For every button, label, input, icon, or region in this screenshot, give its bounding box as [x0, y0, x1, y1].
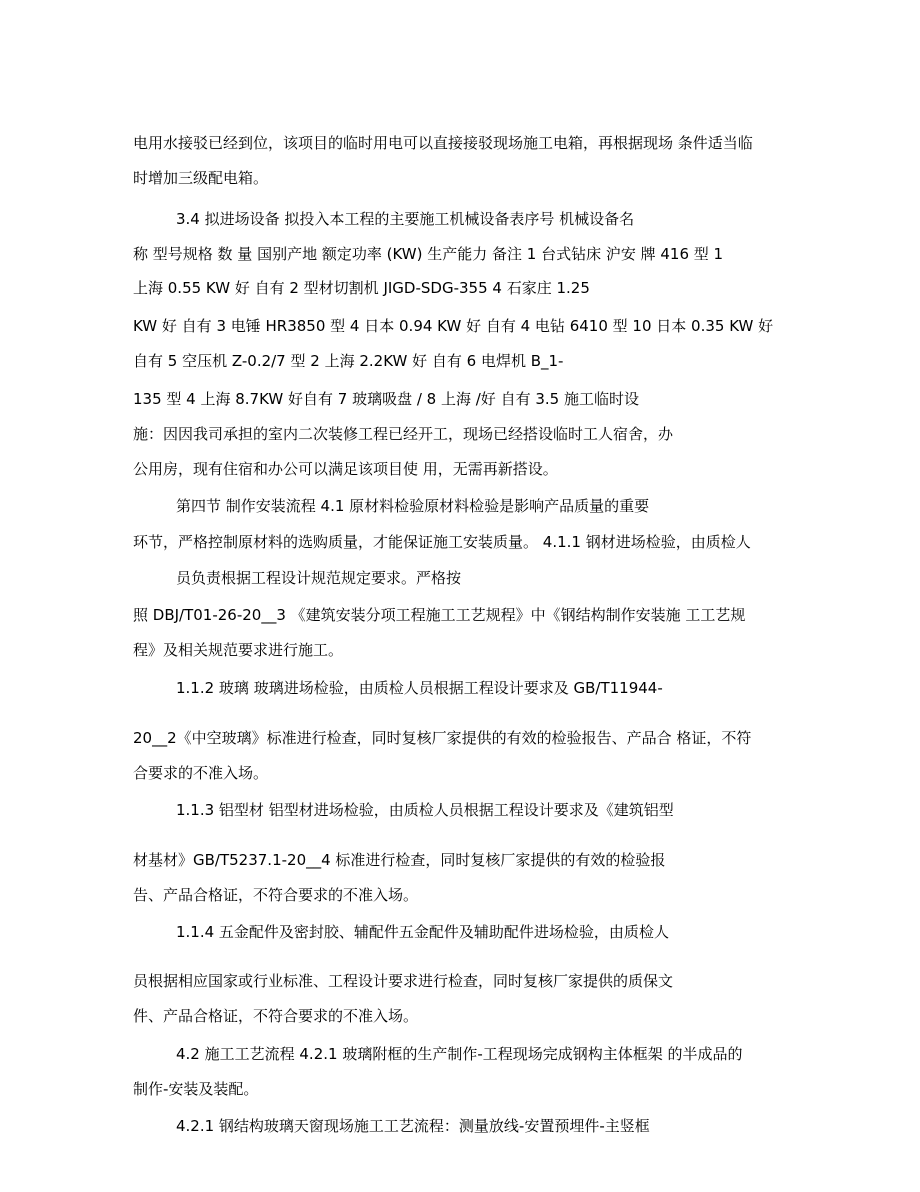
text-line: KW 好 自有 3 电锤 HR3850 型 4 日本 0.94 KW 好 自有 4 电钻 6410 型 10 日本 0.35 KW 好 — [133, 317, 774, 335]
text-line: 材基材》GB/T5237.1-20__4 标准进行检查，同时复核厂家提供的有效的检验报 — [133, 851, 666, 869]
section-heading-4-2: 4.2 施工工艺流程 4.2.1 玻璃附框的生产制作-工程现场完成钢构主体框架 的半成品的 — [176, 1045, 743, 1063]
text-line: 告、产品合格证，不符合要求的不准入场。 — [133, 886, 419, 904]
text-line: 合要求的不准入场。 — [133, 764, 269, 782]
text-line: 员负责根据工程设计规范规定要求。严格按 — [176, 569, 462, 587]
section-heading-3-4: 3.4 拟进场设备 拟投入本工程的主要施工机械设备表序号 机械设备名 — [176, 210, 635, 228]
text-line: 制作-安装及装配。 — [133, 1080, 259, 1098]
text-line: 施：因因我司承担的室内二次装修工程已经开工，现场已经搭设临时工人宿舍，办 — [133, 425, 674, 443]
text-line: 电用水接驳已经到位，该项目的临时用电可以直接接驳现场施工电箱，再根据现场 条件适当临 — [133, 134, 753, 152]
text-line: 照 DBJ/T01-26-20__3 《建筑安装分项工程施工工艺规程》中《钢结构制作安装施 工工艺规 — [133, 606, 746, 624]
text-line: 135 型 4 上海 8.7KW 好自有 7 玻璃吸盘 / 8 上海 /好 自有 3.5 施工临时设 — [133, 390, 639, 408]
text-line: 20__2《中空玻璃》标准进行检查，同时复核厂家提供的有效的检验报告、产品合 格证，不符 — [133, 729, 752, 747]
text-line: 称 型号规格 数 量 国别产地 额定功率 (KW) 生产能力 备注 1 台式钻床 沪安 牌 416 型 1 — [133, 245, 724, 263]
text-line: 程》及相关规范要求进行施工。 — [133, 641, 344, 659]
section-heading-4-2-1: 4.2.1 钢结构玻璃天窗现场施工工艺流程：测量放线-安置预埋件-主竖框 — [176, 1117, 650, 1135]
section-heading-1-1-3: 1.1.3 铝型材 铝型材进场检验，由质检人员根据工程设计要求及《建筑铝型 — [176, 801, 674, 819]
section-heading-1-1-4: 1.1.4 五金配件及密封胶、辅配件五金配件及辅助配件进场检验，由质检人 — [176, 923, 669, 941]
text-line: 自有 5 空压机 Z-0.2/7 型 2 上海 2.2KW 好 自有 6 电焊机 B_1- — [133, 352, 564, 370]
section-heading-4: 第四节 制作安装流程 4.1 原材料检验原材料检验是影响产品质量的重要 — [176, 497, 650, 515]
text-line: 时增加三级配电箱。 — [133, 169, 269, 187]
text-line: 上海 0.55 KW 好 自有 2 型材切割机 JIGD-SDG-355 4 石家庄 1.25 — [133, 279, 590, 297]
section-heading-1-1-2: 1.1.2 玻璃 玻璃进场检验，由质检人员根据工程设计要求及 GB/T11944- — [176, 679, 663, 697]
text-line: 公用房，现有住宿和办公可以满足该项目使 用，无需再新搭设。 — [133, 460, 558, 478]
text-line: 员根据相应国家或行业标准、工程设计要求进行检查，同时复核厂家提供的质保文 — [133, 972, 674, 990]
text-line: 件、产品合格证，不符合要求的不准入场。 — [133, 1007, 419, 1025]
text-line: 环节，严格控制原材料的选购质量，才能保证施工安装质量。 4.1.1 钢材进场检验，由质检人 — [133, 533, 751, 551]
